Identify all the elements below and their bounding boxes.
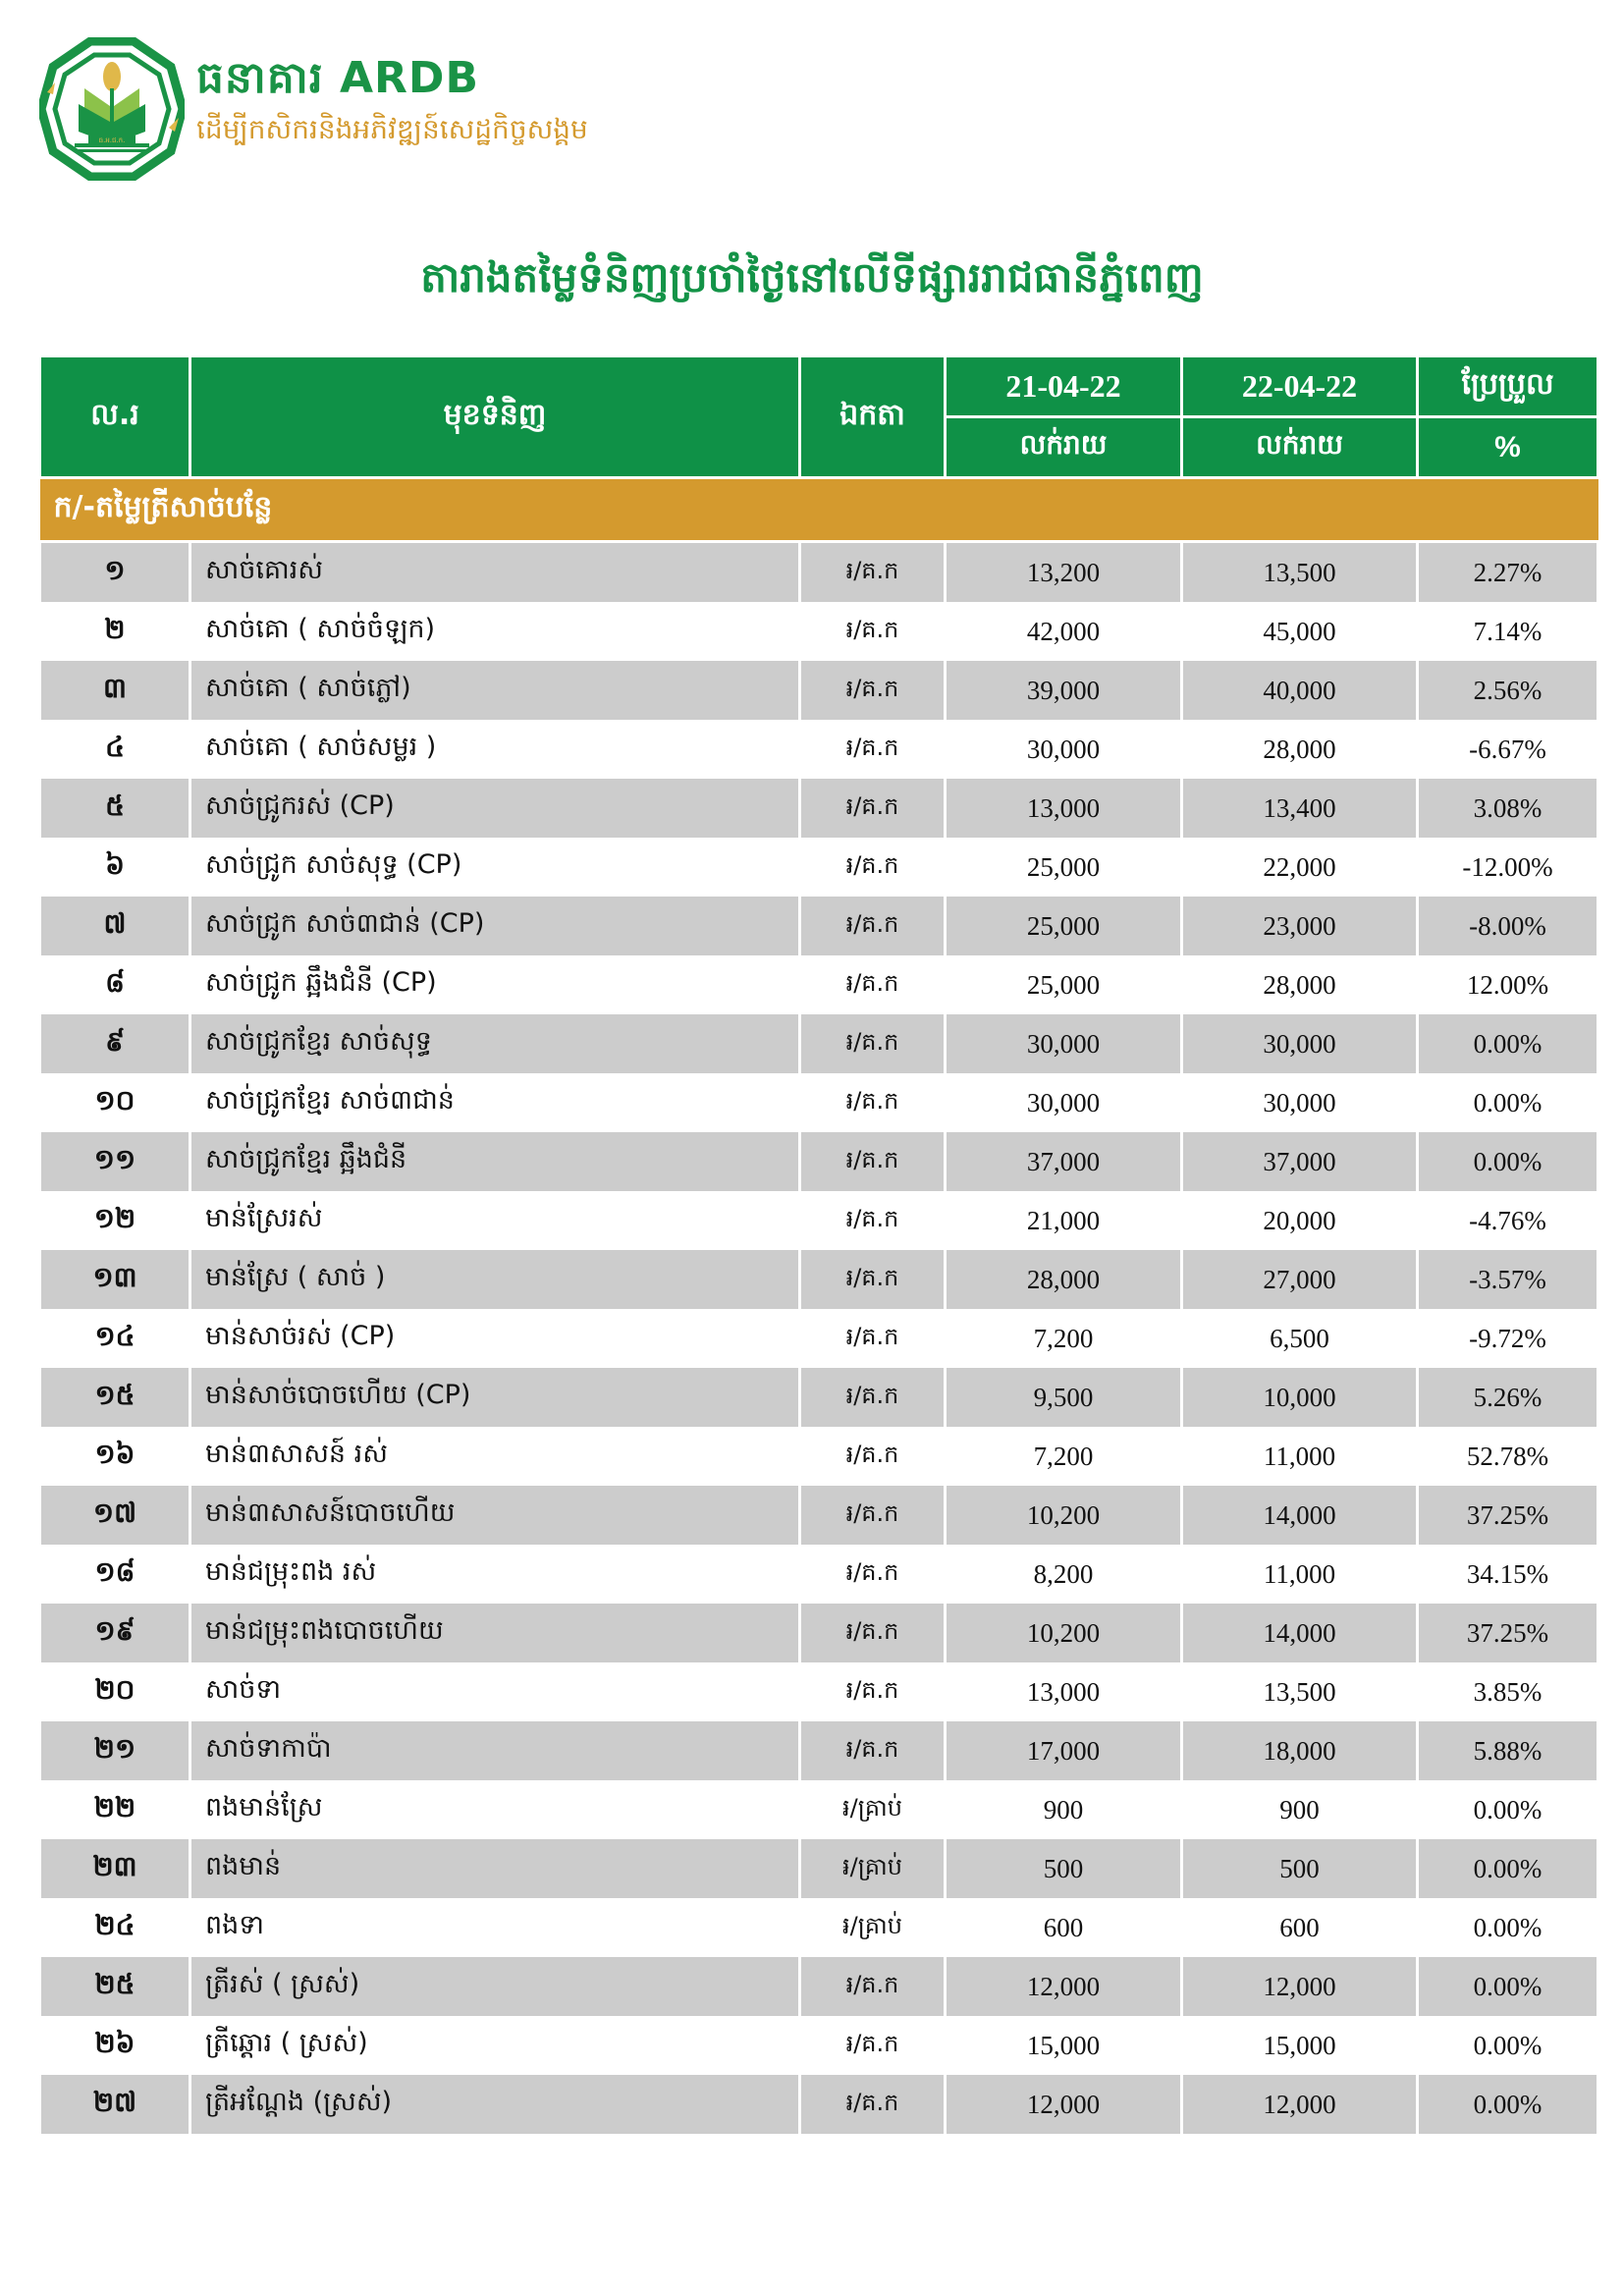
table-row	[40, 779, 1598, 838]
price-date1-cell: 25,000	[946, 897, 1182, 955]
unit-cell: ៛/គ.ក	[800, 1486, 946, 1545]
column-header-change: ប្រែប្រួល	[1418, 356, 1598, 417]
price-date2-cell: 45,000	[1182, 602, 1418, 661]
change-percent-cell: 0.00%	[1418, 1839, 1598, 1898]
item-name: មាន់៣សាសន៍ រស់	[190, 1427, 800, 1486]
price-date2-cell: 11,000	[1182, 1545, 1418, 1604]
row-number: ១២	[40, 1191, 190, 1250]
row-number: ២២	[40, 1780, 190, 1839]
column-subheader-percent: %	[1418, 417, 1598, 478]
change-percent-cell: 2.56%	[1418, 661, 1598, 720]
change-percent-cell: 0.00%	[1418, 2016, 1598, 2075]
ardb-logo-icon	[39, 37, 185, 181]
row-number: ២៧	[40, 2075, 190, 2134]
item-name: សាច់គោ ( សាច់ភ្លៅ)	[190, 661, 800, 720]
price-date2-cell: 14,000	[1182, 1486, 1418, 1545]
price-date1-cell: 15,000	[946, 2016, 1182, 2075]
unit-cell: ៛/គ.ក	[800, 1014, 946, 1073]
price-date2-cell: 11,000	[1182, 1427, 1418, 1486]
price-date2-cell: 13,500	[1182, 1662, 1418, 1721]
change-percent-cell: 2.27%	[1418, 542, 1598, 603]
row-number: ១៨	[40, 1545, 190, 1604]
table-row	[40, 1604, 1598, 1662]
item-name: មាន់៣សាសន៍បោចហើយ	[190, 1486, 800, 1545]
item-name: មាន់ស្រែ ( សាច់ )	[190, 1250, 800, 1309]
brand-name: ធនាគារ ARDB	[196, 53, 479, 103]
change-percent-cell: -6.67%	[1418, 720, 1598, 779]
change-percent-cell: 0.00%	[1418, 2075, 1598, 2134]
price-date1-cell: 600	[946, 1898, 1182, 1957]
change-percent-cell: 37.25%	[1418, 1604, 1598, 1662]
row-number: ១៦	[40, 1427, 190, 1486]
unit-cell: ៛/គ.ក	[800, 1427, 946, 1486]
item-name: សាច់ជ្រូកខ្មែរ ឆ្អឹងជំនី	[190, 1132, 800, 1191]
price-date2-cell: 18,000	[1182, 1721, 1418, 1780]
price-date2-cell: 30,000	[1182, 1073, 1418, 1132]
change-percent-cell: -12.00%	[1418, 838, 1598, 897]
row-number: ១៣	[40, 1250, 190, 1309]
table-row	[40, 1250, 1598, 1309]
row-number: ១០	[40, 1073, 190, 1132]
row-number: ៦	[40, 838, 190, 897]
column-subheader-date1-retail: លក់រាយ	[946, 417, 1182, 478]
price-table	[38, 354, 1599, 2134]
unit-cell: ៛/គ.ក	[800, 1545, 946, 1604]
table-row	[40, 542, 1598, 603]
price-date2-cell: 13,400	[1182, 779, 1418, 838]
item-name: សាច់គោរស់	[190, 542, 800, 603]
table-row	[40, 602, 1598, 661]
price-date1-cell: 13,000	[946, 779, 1182, 838]
change-percent-cell: 34.15%	[1418, 1545, 1598, 1604]
item-name: មាន់សាច់រស់ (CP)	[190, 1309, 800, 1368]
change-percent-cell: 7.14%	[1418, 602, 1598, 661]
unit-cell: ៛/គ.ក	[800, 1662, 946, 1721]
unit-cell: ៛/គ្រាប់	[800, 1780, 946, 1839]
table-row	[40, 2016, 1598, 2075]
column-header-unit: ឯកតា	[800, 356, 946, 478]
item-name: ត្រីអណ្តែង (ស្រស់)	[190, 2075, 800, 2134]
price-date1-cell: 25,000	[946, 955, 1182, 1014]
unit-cell: ៛/គ.ក	[800, 1132, 946, 1191]
price-date1-cell: 12,000	[946, 1957, 1182, 2016]
row-number: ១	[40, 542, 190, 603]
column-header-item: មុខទំនិញ	[190, 356, 800, 478]
table-row	[40, 1780, 1598, 1839]
unit-cell: ៛/គ.ក	[800, 602, 946, 661]
price-date1-cell: 39,000	[946, 661, 1182, 720]
column-header-no: ល.រ	[40, 356, 190, 478]
change-percent-cell: 5.88%	[1418, 1721, 1598, 1780]
price-date2-cell: 28,000	[1182, 720, 1418, 779]
row-number: ២១	[40, 1721, 190, 1780]
price-date1-cell: 7,200	[946, 1427, 1182, 1486]
column-header-date1: 21-04-22	[946, 356, 1182, 417]
price-date2-cell: 28,000	[1182, 955, 1418, 1014]
change-percent-cell: 5.26%	[1418, 1368, 1598, 1427]
table-row	[40, 955, 1598, 1014]
price-date1-cell: 13,000	[946, 1662, 1182, 1721]
price-date2-cell: 13,500	[1182, 542, 1418, 603]
row-number: ៩	[40, 1014, 190, 1073]
item-name: សាច់គោ ( សាច់ចំឡក)	[190, 602, 800, 661]
item-name: សាច់ជ្រូកខ្មែរ សាច់សុទ្ធ	[190, 1014, 800, 1073]
table-row	[40, 1545, 1598, 1604]
table-row	[40, 1486, 1598, 1545]
table-row	[40, 720, 1598, 779]
unit-cell: ៛/គ.ក	[800, 720, 946, 779]
price-date1-cell: 30,000	[946, 720, 1182, 779]
table-row	[40, 1957, 1598, 2016]
price-date2-cell: 10,000	[1182, 1368, 1418, 1427]
item-name: ត្រីឆ្តោរ ( ស្រស់)	[190, 2016, 800, 2075]
table-row	[40, 1839, 1598, 1898]
unit-cell: ៛/គ.ក	[800, 661, 946, 720]
unit-cell: ៛/គ.ក	[800, 1309, 946, 1368]
price-date2-cell: 22,000	[1182, 838, 1418, 897]
item-name: សាច់គោ ( សាច់សម្លរ )	[190, 720, 800, 779]
table-row	[40, 1191, 1598, 1250]
price-date2-cell: 15,000	[1182, 2016, 1418, 2075]
price-date1-cell: 17,000	[946, 1721, 1182, 1780]
table-row	[40, 1309, 1598, 1368]
price-date1-cell: 30,000	[946, 1014, 1182, 1073]
price-date2-cell: 600	[1182, 1898, 1418, 1957]
item-name: មាន់សាច់បោចហើយ (CP)	[190, 1368, 800, 1427]
table-row	[40, 2075, 1598, 2134]
page-title: តារាងតម្លៃទំនិញប្រចាំថ្ងៃនៅលើទីផ្សាររាជធានីភ្នំពេញ	[420, 253, 1204, 301]
change-percent-cell: -4.76%	[1418, 1191, 1598, 1250]
item-name: ពងមាន់	[190, 1839, 800, 1898]
unit-cell: ៛/គ្រាប់	[800, 1839, 946, 1898]
item-name: សាច់ទា	[190, 1662, 800, 1721]
row-number: ១៧	[40, 1486, 190, 1545]
change-percent-cell: 0.00%	[1418, 1132, 1598, 1191]
price-date2-cell: 12,000	[1182, 1957, 1418, 2016]
unit-cell: ៛/គ.ក	[800, 1721, 946, 1780]
price-date1-cell: 8,200	[946, 1545, 1182, 1604]
price-date1-cell: 7,200	[946, 1309, 1182, 1368]
change-percent-cell: 12.00%	[1418, 955, 1598, 1014]
row-number: ១១	[40, 1132, 190, 1191]
row-number: ១៩	[40, 1604, 190, 1662]
item-name: ត្រីរស់ ( ស្រស់)	[190, 1957, 800, 2016]
table-row	[40, 1132, 1598, 1191]
row-number: ២៣	[40, 1839, 190, 1898]
price-date1-cell: 37,000	[946, 1132, 1182, 1191]
item-name: មាន់ជម្រុះពង រស់	[190, 1545, 800, 1604]
unit-cell: ៛/គ.ក	[800, 2075, 946, 2134]
price-date1-cell: 9,500	[946, 1368, 1182, 1427]
row-number: ១៤	[40, 1309, 190, 1368]
price-date2-cell: 6,500	[1182, 1309, 1418, 1368]
row-number: ៧	[40, 897, 190, 955]
item-name: មាន់ជម្រុះពងបោចហើយ	[190, 1604, 800, 1662]
change-percent-cell: 3.08%	[1418, 779, 1598, 838]
table-row	[40, 1721, 1598, 1780]
category-label: ក/-តម្លៃត្រីសាច់បន្លែ	[40, 478, 1598, 542]
price-date2-cell: 40,000	[1182, 661, 1418, 720]
table-row	[40, 1368, 1598, 1427]
row-number: ២៤	[40, 1898, 190, 1957]
row-number: ២៦	[40, 2016, 190, 2075]
row-number: ៤	[40, 720, 190, 779]
price-date2-cell: 30,000	[1182, 1014, 1418, 1073]
unit-cell: ៛/គ.ក	[800, 1250, 946, 1309]
row-number: ៨	[40, 955, 190, 1014]
unit-cell: ៛/គ.ក	[800, 779, 946, 838]
row-number: ២៥	[40, 1957, 190, 2016]
item-name: សាច់ជ្រូក សាច់៣ជាន់ (CP)	[190, 897, 800, 955]
unit-cell: ៛/គ.ក	[800, 542, 946, 603]
change-percent-cell: 0.00%	[1418, 1898, 1598, 1957]
change-percent-cell: 0.00%	[1418, 1014, 1598, 1073]
price-date1-cell: 10,200	[946, 1604, 1182, 1662]
row-number: ២០	[40, 1662, 190, 1721]
category-row	[40, 478, 1598, 542]
price-date2-cell: 12,000	[1182, 2075, 1418, 2134]
change-percent-cell: 52.78%	[1418, 1427, 1598, 1486]
column-header-date2: 22-04-22	[1182, 356, 1418, 417]
row-number: ៣	[40, 661, 190, 720]
row-number: ២	[40, 602, 190, 661]
item-name: សាច់ជ្រូក ឆ្អឹងជំនី (CP)	[190, 955, 800, 1014]
price-date1-cell: 12,000	[946, 2075, 1182, 2134]
price-date1-cell: 28,000	[946, 1250, 1182, 1309]
unit-cell: ៛/គ.ក	[800, 1073, 946, 1132]
unit-cell: ៛/គ.ក	[800, 1191, 946, 1250]
table-row	[40, 1014, 1598, 1073]
table-row	[40, 661, 1598, 720]
unit-cell: ៛/គ.ក	[800, 2016, 946, 2075]
price-date1-cell: 25,000	[946, 838, 1182, 897]
unit-cell: ៛/គ.ក	[800, 1368, 946, 1427]
unit-cell: ៛/គ.ក	[800, 1957, 946, 2016]
price-date1-cell: 900	[946, 1780, 1182, 1839]
price-date1-cell: 500	[946, 1839, 1182, 1898]
price-date2-cell: 20,000	[1182, 1191, 1418, 1250]
price-date2-cell: 900	[1182, 1780, 1418, 1839]
change-percent-cell: 37.25%	[1418, 1486, 1598, 1545]
change-percent-cell: 0.00%	[1418, 1957, 1598, 2016]
column-subheader-date2-retail: លក់រាយ	[1182, 417, 1418, 478]
item-name: ពងមាន់ស្រែ	[190, 1780, 800, 1839]
price-date1-cell: 30,000	[946, 1073, 1182, 1132]
unit-cell: ៛/គ្រាប់	[800, 1898, 946, 1957]
item-name: សាច់ជ្រូកខ្មែរ សាច់៣ជាន់	[190, 1073, 800, 1132]
item-name: មាន់ស្រែរស់	[190, 1191, 800, 1250]
price-date1-cell: 21,000	[946, 1191, 1182, 1250]
table-row	[40, 1662, 1598, 1721]
row-number: ៥	[40, 779, 190, 838]
change-percent-cell: -9.72%	[1418, 1309, 1598, 1368]
table-row	[40, 838, 1598, 897]
table-row	[40, 1427, 1598, 1486]
change-percent-cell: 0.00%	[1418, 1073, 1598, 1132]
change-percent-cell: 0.00%	[1418, 1780, 1598, 1839]
item-name: សាច់ជ្រូករស់ (CP)	[190, 779, 800, 838]
item-name: ពងទា	[190, 1898, 800, 1957]
table-row	[40, 897, 1598, 955]
item-name: សាច់ទាកាប៉ា	[190, 1721, 800, 1780]
item-name: សាច់ជ្រូក សាច់សុទ្ធ (CP)	[190, 838, 800, 897]
table-row	[40, 1898, 1598, 1957]
svg-text:ធ.អ.ជ.ក.: ធ.អ.ជ.ក.	[98, 136, 126, 144]
price-date1-cell: 42,000	[946, 602, 1182, 661]
price-date1-cell: 13,200	[946, 542, 1182, 603]
unit-cell: ៛/គ.ក	[800, 1604, 946, 1662]
change-percent-cell: -8.00%	[1418, 897, 1598, 955]
change-percent-cell: 3.85%	[1418, 1662, 1598, 1721]
price-date2-cell: 37,000	[1182, 1132, 1418, 1191]
price-date2-cell: 500	[1182, 1839, 1418, 1898]
price-date2-cell: 23,000	[1182, 897, 1418, 955]
unit-cell: ៛/គ.ក	[800, 838, 946, 897]
row-number: ១៥	[40, 1368, 190, 1427]
unit-cell: ៛/គ.ក	[800, 897, 946, 955]
price-date1-cell: 10,200	[946, 1486, 1182, 1545]
unit-cell: ៛/គ.ក	[800, 955, 946, 1014]
brand-tagline: ដើម្បីកសិករនិងអភិវឌ្ឍន៍សេដ្ឋកិច្ចសង្គម	[196, 113, 588, 145]
change-percent-cell: -3.57%	[1418, 1250, 1598, 1309]
price-date2-cell: 27,000	[1182, 1250, 1418, 1309]
price-date2-cell: 14,000	[1182, 1604, 1418, 1662]
table-row	[40, 1073, 1598, 1132]
